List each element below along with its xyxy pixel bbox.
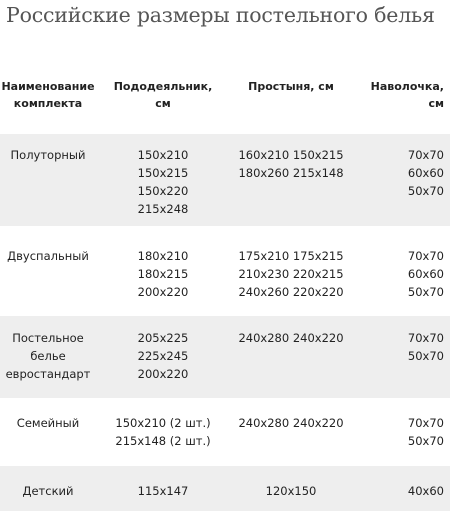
row-duvet-sizes: 150x210 (2 шт.) 215x148 (2 шт.): [115, 416, 211, 448]
table-row: [0, 316, 450, 398]
row-pillow-sizes: 40x60: [407, 484, 444, 498]
row-set-name: Полуторный: [10, 148, 86, 162]
row-sheet-sizes: 120x150: [265, 484, 317, 498]
page-title: Российские размеры постельного белья: [6, 3, 435, 27]
row-set-name: Семейный: [16, 416, 80, 430]
row-duvet-sizes: 180x210 180x215 200x220: [137, 249, 189, 299]
row-set-name: Двуспальный: [7, 249, 89, 263]
row-duvet-sizes: 115x147: [137, 484, 189, 498]
row-duvet-sizes: 150x210 150x215 150x220 215x248: [137, 148, 189, 216]
row-pillow-sizes: 70x70 60x60 50x70: [407, 249, 444, 299]
row-sheet-sizes: 160x210 150x215 180x260 215x148: [238, 148, 344, 180]
table-row: [0, 226, 450, 299]
header-duvet-cover: Пододеяльник, см: [113, 80, 213, 110]
row-sheet-sizes: 240x280 240x220: [238, 416, 344, 430]
table-row: [0, 398, 450, 460]
header-set-name: Наименование комплекта: [1, 80, 95, 110]
row-sheet-sizes: 175x210 175x215 210x230 220x215 240x260 220x220: [238, 249, 344, 299]
row-pillow-sizes: 70x70 50x70: [407, 331, 444, 363]
table-header-row: [0, 78, 450, 118]
table-row: [0, 466, 450, 511]
row-set-name: Постельное белье евростандарт: [5, 331, 91, 381]
row-pillow-sizes: 70x70 50x70: [407, 416, 444, 448]
row-sheet-sizes: 240x280 240x220: [238, 331, 344, 345]
header-pillowcase: Наволочка, см: [370, 80, 444, 110]
row-pillow-sizes: 70x70 60x60 50x70: [407, 148, 444, 198]
row-duvet-sizes: 205x225 225x245 200x220: [137, 331, 189, 381]
header-sheet: Простыня, см: [248, 80, 334, 93]
row-set-name: Детский: [22, 484, 74, 498]
table-row: [0, 134, 450, 226]
